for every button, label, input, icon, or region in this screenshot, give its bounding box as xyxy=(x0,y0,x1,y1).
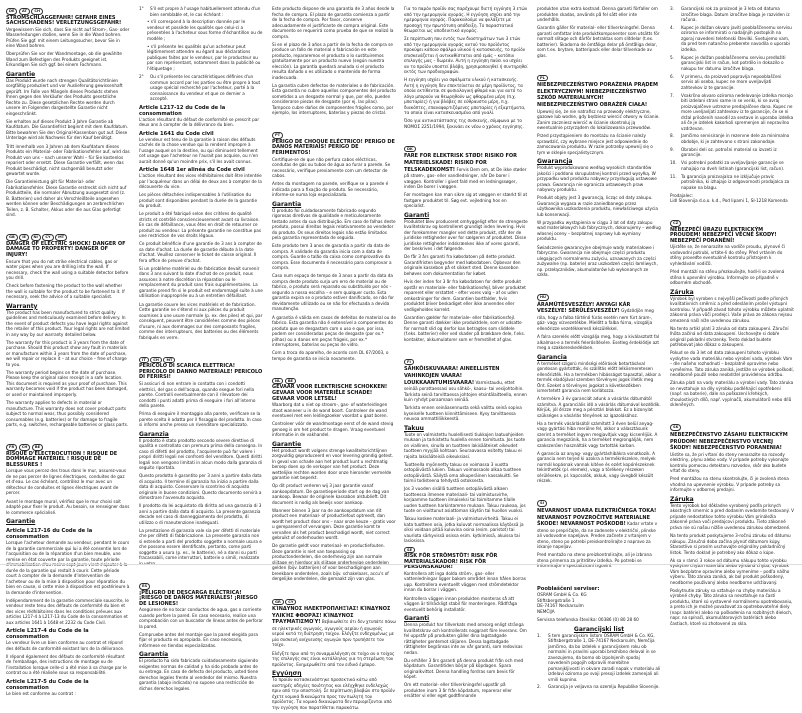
warning-heading: NEBEZPEČENSTVO ZÁSAHU ELEKTRICKÝM PRÚDOM! NEBEZPEČENSTVO VECNEJ ŠKODY! NEBEZPEČENSTVO PORANENIA! xyxy=(670,432,788,452)
country-code-badges xyxy=(537,75,661,82)
section-heading: Article L217-12 du Code de la consommation xyxy=(139,104,226,117)
paragraph: Takuu koskee materiaali- ja valmistusvirheitä. Takuu ei kata tuotteen osia, jotka kuluvat normaalissa käytössä ja siksi voidaan pitää kuluvina osina (esim. paristot) tai vauriota särkyvissä osissa esim. kytkimissä, akuissa tai lasiosissa. xyxy=(404,516,524,544)
country-code-badges xyxy=(670,424,794,431)
country-badge: NL xyxy=(272,378,283,385)
paragraph: Le vendeur est tenu de la garantie à raison des défauts cachés de la chose vendue qui la rendent impropre à l'usage auquel on la destine, ou qui diminuent tellement cet usage que l'acheteur ne l'aurait pas acquise, ou n'en aurait donné qu'un moindre prix, s'il les avait connus. xyxy=(139,136,258,164)
section-heading: Pooblaščeni serviser: xyxy=(537,586,600,593)
country-badge: SK xyxy=(670,424,681,431)
country-code-badges xyxy=(404,359,528,366)
country-badge: SI xyxy=(537,500,547,507)
bullet-item: • s'il correspond à la description donnée par le vendeur et possède les qualités que celui-ci a présentées à l'acheteur sous forme d'échantillon ou de modèle ; xyxy=(147,19,263,41)
warning-heading: NIEBEZPIECZEŃSTWO PORAŻENIA PRĄDEM ELEKTRYCZNYM! NIEBEZPIECZEŃSTWO SZKÓD MATERIALNYCH! NIEBEZPIECZEŃSTWO OBRAŻEŃ CIAŁA! xyxy=(537,82,658,109)
item-text: Vsi potrebni podatki za uveljavljanje garancije se nahajajo na dveh listinah (garancijski list, račun). xyxy=(681,160,785,171)
paragraph: W przypadku wystąpienia w ciągu 3 lat od daty zakupu wad materiałowych lub fabrycznych, dokonujemy – według własnej oceny – bezpłatnej naprawy lub wymiany produktu. xyxy=(537,219,661,242)
warning-paragraph xyxy=(537,302,661,332)
numbered-item xyxy=(537,684,661,690)
paragraph: Σε περίπτωση που εντός των διαστημάτων των 3 ετών από την ημερομηνία αγοράς αυτού του προϊόντος προκύψει κάποιο σφάλμα υλικού ή κατασκευής, το προϊόν επισκευάζεται ή αντικαθίσταται από εμάς – κατόπιν επιλογής μας – δωρεάν. Αυτή η εγγύηση παύει να ισχύει αν το προϊόν υποστεί βλάβη, χρησιμοποιηθεί ή συντηρηθεί εκτός των προδιαγραφών. xyxy=(404,36,528,75)
address-block: OSRAM GmbH & Co. KG Stiftsbergstraße 1 DE-74167 Neckarsulm NEMČIJA xyxy=(537,592,587,614)
paragraph: L'action résultant du défaut de conformité se prescrit par deux ans à compter de la délivrance du bien. xyxy=(139,116,260,128)
country-badge: HU xyxy=(537,294,549,301)
country-code-badges xyxy=(272,378,396,385)
warning-paragraph xyxy=(404,366,528,402)
paragraph: Tento výrobok bol dôkladne vyrobený podľa prísnych akostných smerníc a pred dodaním svedomite testovaný. V prípade nedostatkov tohto výrobku Vám prináležia zákonné práva voči predajcovi produktu. Tieto zákonné práva nie sú našou nižšie uvedenou zárukou obmedzené. xyxy=(670,502,794,530)
numbered-item xyxy=(670,55,794,72)
country-code-badges xyxy=(272,599,396,606)
paragraph: Sie erhalten auf dieses Produkt 3 Jahre Garantie ab Kaufdatum. Die Garantiefrist beginnt mit dem Kaufdatum. Bitte bewahren Sie den Original-Kassenbon gut auf. Diese Unterlage wird als Nachweis für den Kauf benötigt. xyxy=(6,118,129,141)
country-badge: IE xyxy=(19,234,29,241)
item-number: 2° xyxy=(139,74,144,80)
paragraph: The warranty applies to defects in material or manufacture. This warranty does not cover product parts subject to normal wear, thus possibly considered consumables (e.g. batteries) or for damage to fragile parts, e.g. switches, rechargeable batteries or glass parts. xyxy=(6,400,129,427)
paragraph: Controleer vóór de wandmontage eerst of de wand stevig genoeg is om het product te dragen. Vraag eventueel informatie in de vakhandel. xyxy=(272,421,394,438)
item-text: Kupec je dolžan okvaro javiti pooblaščenemu servisu oziroma se informirati o nadaljnjih postopkih na zgoraj navedeni telefonski številki. Svetujemo vam, da pred tem natančno preberete navodila o uporabi izdelka. xyxy=(681,24,792,52)
country-code-badges xyxy=(6,444,130,451)
spacer xyxy=(537,571,661,583)
paragraph: The product has been manufactured to strict quality guidelines and meticulously examined before delivery. In the event of product defects you have legal rights against the retailer of this product. Your legal rights are not limited in any way by our warranty detailed below. xyxy=(6,309,130,337)
section-title: Garancijski list xyxy=(573,625,625,633)
numbered-item xyxy=(670,6,794,23)
warning-heading: ÁRAMÜTÉSVESZÉLY! ANYAGI KÁR VESZÉLYE! SÉRÜLÉSVESZÉLY! xyxy=(537,301,631,315)
item-text: Garancijski rok za proizvod je 3 leta od datuma izročitve blaga. Datum izročitve blaga je razviden iz računa. xyxy=(681,6,790,22)
paragraph: A garantia é válida em casos de defeitos de material ou de fabrico. Esta garantia não é extensível a componentes do produto que se desgastam com o uso e que, por isso, podem ser consideradas peças de desgaste (por ex.* pilhas) ou a danos em peças frágeis, por ex.* interruptores, baterias ou peças de vidro. xyxy=(272,314,396,348)
paragraph: Για το παρόν προϊόν σας παρέχουμε διετή εγγύηση 3 ετών από την ημερομηνία αγοράς. Η εγγύηση ισχύει από την ημερομηνία αγοράς. Παρακαλούμε να φυλάξετε με προσοχή την πρωτότυπη απόδειξη. Το παραστατικό θεωρείται ως αποδεικτικό αγοράς. xyxy=(404,6,528,33)
country-code-badges xyxy=(6,234,130,241)
paragraph: Hvis der inden for 3 år fra købsdatoen for dette produkt opstår en materiale- eller fabrikationsfejl, bliver produktet repareret eller erstattet – efter vores valg – af os uden omkostninger for dem. Garantien bortfalder, hvis produktet bliver beskadiget eller ikke anvendes eller vedligeholdes korrekt. xyxy=(404,279,526,312)
item-number: 5. xyxy=(670,54,674,60)
item-number: 11. xyxy=(670,173,677,179)
text-column xyxy=(670,6,794,629)
paragraph-text: Forvis Dem om, at De ikke støder på strøm-, gas- eller vandledninger, når De borer i væggen. Kontroller i givet fald med en ledningssøger, inden De borer i væggen. xyxy=(404,166,527,190)
item-number: 1° xyxy=(139,6,144,11)
country-badge: CH xyxy=(150,357,162,364)
warning-heading: DANGER OF ELECTRIC SHOCK! DANGER OF DAMAGE TO PROPERTY! DANGER OF INJURY! xyxy=(6,240,126,259)
paragraph: Lorsque l'acheteur demande au vendeur, pendant le cours de la garantie commerciale qui lui a été consentie lors de l'acquisition ou de la réparation d'un bien meuble, une remise en état couverte par la garantie, toute période d'immobilisation d'au moins sept jours vient s'ajouter à la durée de la garantie qui restait à courir. Cette période court à compter de la demande d'intervention de l'acheteur ou de la mise à disposition pour réparation du bien en cause, si cette mise à disposition est postérieure à la demande d'intervention. xyxy=(6,540,130,595)
paragraph-text: Varmistaudu, ettet seinää porattaessasi osu sähkö-, kaasu- tai vesijohtoihin. Tarkista seinä tarvittaessa johtojen etsintälaitteella, ennen kuin ryhdyt poraamaan seinää. xyxy=(404,379,527,403)
country-badge: NI xyxy=(31,234,41,241)
text-column xyxy=(404,6,528,701)
section-title: Gwarancja xyxy=(537,158,573,166)
warning-paragraph xyxy=(272,606,396,648)
paragraph: produkten utan extra kostnad. Denna garanti förfaller om produkten skadas, används på fel sätt eller inte underhålls. xyxy=(537,6,658,22)
paragraph: La garantía cubre defectos de materiales o de fabricación. Esta garantía no cubre aquellos componentes del producto sometidos a un desgaste normal y que, por ello, pueden considerarse piezas de desgaste (por ej. las pilas). Tampoco cubre daños de componentes frágiles como, por ejemplo, los interruptores, baterías y piezas de cristal. xyxy=(272,82,396,116)
country-badge: FR xyxy=(6,444,17,451)
item-text: Kupec je dolžan pooblaščenemu servisu predložiti garancijski list in račun, kot potrdilo in dokazilo o nakupu ter datumu izročitve blaga. xyxy=(681,54,786,71)
paragraph: Prima di eseguire il montaggio alla parete, verificare se la parete scelta è adatta per il fissaggio del prodotto. In caso si informi anche presso un rivenditore specializzato. xyxy=(139,411,262,428)
warning-heading: ΚΊΝΔΥΝΟΣ ΗΛΕΚΤΡΟΠΛΗΞΊΑΣ! ΚΊΝΔΥΝΟΣ ΥΛΙΚΉΣ ΦΘΟΡΆΣ! ΚΊΝΔΥΝΟΣ ΤΡΑΥΜΑΤΙΣΜΟΎ! xyxy=(272,606,391,626)
paragraph: El producto ha sido fabricado cuidadosamente siguiendo exigentes normas de calidad y ha sido probado antes de su entrega. En caso de defecto del producto, usted tiene derechos legales frente al vendedor del mismo. Nuestra garantía (abajo indicada) no supone una restricción de dichos derechos legales. xyxy=(139,658,259,691)
paragraph: Tuote on valmistettu huolellisesti tiukkojen laatuohjeiden mukaan ja tarkistettu huolella ennen toimitusta. Jos tuote on viallinen, sinulla on tuotteen lakisääteiset oikeudet tuotteen myyjää kohtaan. Seuraavassa esitetty takuu ei rajoita lakisääteisiä oikeuksiasi. xyxy=(404,431,526,459)
country-badge: ES xyxy=(139,583,150,590)
section-heading: Article 1648 1er alinéa du Code civil xyxy=(139,167,245,174)
warning-paragraph xyxy=(404,153,528,189)
paragraph: Tritt innerhalb von 3 Jahren ab dem Kaufdatum dieses Produkts ein Material- oder Fabrikationsfehler auf, wird das Produkt von uns – nach unserer Wahl – für Sie kostenlos repariert oder ersetzt. Diese Garantie verfällt, wenn das Produkt beschädigt, nicht sachgemäß benutzt oder gewartet wurde. xyxy=(6,143,130,177)
paragraph: Jos 3 vuoden sisällä tuotteen ostopäivästä alkaen tuotteessa ilmenee materiaali- tai valmistusvirhe, korjaamme tuotteen ilmaiseksi tai toimitamme tilalle uuden tuotteen harkintamme mukaan. Takuu raukeaa, jos tuote on vioittunut asiattoman käytön tai huollon vuoksi. xyxy=(404,486,526,514)
paragraph-text: Upewnij się, że nie natrafisz na przewody elektryczne, gazowe lub wodne, gdy będziesz wiercić otwory w ścianie. Zanim zaczniesz wiercić w ścianie skontroluj ją ewentualnie przyrządem do lokalizowania przewodów. xyxy=(537,108,660,131)
paragraph: Pokud se do 3 let od data zakoupení tohoto výrobku vyskytne vada materiálu nebo výrobní vada, výrobek Vám – dle našeho rozhodnutí – bezplatně opravíme nebo vyměníme. Tato záruka zaniká, jestliže se výrobek poškodí, neodborně použil nebo neobdržel pravidelnou údržbu. xyxy=(670,350,794,378)
country-badge: FI xyxy=(404,359,414,366)
spacer xyxy=(670,410,794,422)
item-number: 6. xyxy=(670,73,674,79)
paragraph: Com a troca do aparelho, de acordo com DL 67/2003, o tempo de garantia se inicia novamente. xyxy=(272,350,389,361)
country-badge: GB xyxy=(6,234,18,241)
country-badge: MT xyxy=(55,234,67,241)
paragraph: Kontrollera att inga dolda ström-, gas- eller vattenledningar ligger bakom området innan hålen borras upp. Kontrollera eventuellt väggen med strömdetektor innan du borrar i väggen. xyxy=(404,570,526,593)
address-block: Prodajalec: Lidl Slovenija d.o.o. k.d., Pod lipami 1, SI-1218 Komenda xyxy=(670,192,788,204)
text-column xyxy=(6,6,130,699)
section-title: Warranty xyxy=(6,302,38,310)
paragraph: Il prodotto da lei acquistato dà diritto ad una garanzia di 3 anni a partire dalla data di acquisto. La presente garanzia decade nel caso di danneggiamento del prodotto, di utilizzo o di manutenzione inadeguati. xyxy=(139,503,262,525)
spacer xyxy=(404,132,528,144)
paragraph: Servisna telefonska številka: 00386 (0) 80 28 60 xyxy=(537,617,639,623)
text-column xyxy=(272,6,396,713)
item-text: Garancija je veljavna na ozemlju Republike Slovenije. xyxy=(548,684,660,690)
spacer xyxy=(272,364,396,376)
item-number: 1. xyxy=(537,632,541,638)
paragraph: Tuotteella myönnetty takuu on voimassa 3 vuotta ostopäivästä lukien. Takuun voimassaolo alkaa tuotteen ostopäivästä. Säilytä oma alkuperäinen kassakuitti. Se toimii todisteena tehdystä ostoksesta. xyxy=(404,461,522,484)
paragraph: Przed przystąpieniem do montażu na ścianie należy sprawdzić, czy wybrane miejsce jest odpowiednie do zamocowania produktu. W razie potrzeby upewnij się o tym w sklepie specjalistycznym. xyxy=(537,133,653,155)
section-title: Takuu xyxy=(404,424,424,432)
warning-heading: PERICOLO DI SCARICA ELETTRICA! PERICOLO DI DANNO MATERIALE! PERICOLO DI FERIRSI! xyxy=(139,363,263,381)
spacer xyxy=(272,118,396,130)
text-column xyxy=(537,6,661,692)
paragraph: Tarkista ennen seinäasennusta sekä valittu seinä sopiva kyseiselle tuotteen kiinnittämiseen. Kysy tarvittaessa neuvoa ammattiliikkeestä. xyxy=(404,405,522,422)
paragraph: Záruka platí na vady materiálu a výrobní vady. Tato záruka se nevztahuje na díly výrobku podléhající opotřebení (např. na baterie), dále na poškození křehkých, choulostivých dílů, např. vypínačů, akumulátorů nebo dílů skleněných. xyxy=(670,380,794,408)
spacer xyxy=(139,569,263,581)
paragraph: Garantin gäller för material- eller tillverkningsfel. Denna garanti omfattar inte produktkomponenter som utsätts för normalt slitage och därför betraktas som slitdelar (t.ex. batterier). Skadorna de ömtåliga delar på ömtåliga delar, som t.ex. brytare, batteripack eller delar tillverkade av glas. xyxy=(537,25,660,58)
paragraph: Produkt objęty jest 3 gwarancją, licząc od daty zakupu. Gwarancja wygasa w razie zaniedbanego przez użytkownika uszkodzenia produktu, niewłaściwego użycia lub konserwacji. xyxy=(537,195,658,217)
country-badge: CY xyxy=(285,599,296,606)
paragraph: Caso num espaço de tempo de 3 anos a partir da data da compra deste produto surja um erro de material ou de fabrico, o produto será reparado ou substituído por nós – segundo a nossa escolha – e sem qualquer custo. Esta garantia expira se o produto estiver danificado, se não for devidamente utilizado ou se não for efectuada a devida manutenção. xyxy=(272,273,395,312)
paragraph: Před montáží na stěnu přezkoušejte, hodí-li se zvolená stěna k upevnění výrobku. Informujte se případně v odborném obchodě. xyxy=(670,269,785,286)
paragraph: O produto foi cuidadosamente fabricado segundo rigorosas diretivas de qualidade e meticulosamente testado antes da sua distribuição. Em caso de falhas deste produto, possui direitos legais relativamente ao vendedor do produto. Os seus direitos legais não estão limitados pela garantia representada de seguida. xyxy=(272,207,396,241)
warning-paragraph xyxy=(670,432,794,474)
paragraph: Überprüfen Sie vor der Wandmontage, ob die gewählte Wand zum Befestigen des Produkts geeignet ist. Erkundigen Sie sich ggf. bei einem Fachmann. xyxy=(6,51,122,68)
warning-heading: GEVAAR VOOR ELEKTRISCHE SCHOKKEN! GEVAAR VOOR MATERIËLE SCHADE! GEVAAR VOOR LETSEL! xyxy=(272,384,388,402)
country-code-badges xyxy=(139,583,263,590)
spacer xyxy=(6,220,130,232)
paragraph: Ce produit bénéficie d'une garantie de 3 ans à compter de sa date d'achat. La durée de garantie débute à la date d'achat. Veuillez conserver le ticket de caisse original. Il fera office de preuve d'achat. xyxy=(139,241,262,263)
paragraph: Si assicuri di non entrare in contatto con i condotti elettrici, del gas o dell'acqua, quando esegue fori nella parete. Controlli eventualmente con il rilevatore dei condotti i punti adatti prima di eseguire i fori all'interno della parete. xyxy=(139,381,256,409)
item-text: V primeru, da proizvod popravlja nepooblaščeni servis ali oseba, kupec ne more uveljavljati zahtevkov iz te garancije. xyxy=(681,73,782,90)
country-code-badges xyxy=(272,132,396,139)
numbered-item xyxy=(670,160,794,171)
numbered-item xyxy=(670,147,794,158)
paragraph: Il prodotto è stato prodotto secondo severe direttive di qualità e controllato con premura prima della consegna. In caso di difetti del prodotto, l'acquirente può far valere i propri diritti legali nei confronti del venditore. Questi diritti legali non vengono limitati in alcun modo dalla garanzia di seguito riportata. xyxy=(139,437,263,471)
paragraph: Om ett material- eller tillverkningsfel uppstår på produkten inom 3 år från köpdatum, reparerar eller ersätter vi eller eget godtfinnande xyxy=(404,682,512,699)
section-heading: Article L217-16 du Code de la consommation xyxy=(6,528,93,541)
paragraph: Før montagen kan man sikre sig at væggen er stærkt til at fastgøre produktet til. Søg evt. vejledning hos en specialist. xyxy=(404,192,528,209)
numbered-item xyxy=(139,74,263,102)
warning-heading: ¡PELIGRO DE DESCARGA ELÉCTRICA! ¡RIESGO DE DAÑOS MATERIALES! ¡RIESGO DE LESIONES! xyxy=(139,589,258,607)
numbered-item xyxy=(670,133,794,144)
warning-heading: NEVARNOST UDARA ELEKTRIČNEGA TOKA! NEVARNOST POVZROČITVE MATERIALNE ŠKODE! NEVARNOST POŠKODB! xyxy=(537,507,657,528)
paragraph: Le produit a été fabriqué selon des critères de qualité stricts et contrôlé consciencieusement avant sa livraison. En cas de défaillance, vous êtes en droit de retourner ce produit au vendeur. La présente garantie ne constitue pas une restriction de vos droits légaux. xyxy=(139,211,262,239)
section-heading: Article L217-4 du Code de la consommation xyxy=(6,628,89,641)
paragraph: Produkt wyprodukowano według wysokich standardów jakości i poddano skrupulatnej kontroli przed wysyłką. W przypadku wad produktu nabywcy przysługują ustawowe prawa. Gwarancja nie ogranicza ustawowych praw nabywcy produktu. xyxy=(537,165,657,193)
section-heading: Article 1641 du Code civil xyxy=(139,130,214,137)
paragraph: Ak sa v rámci 3 rokov od dátumu nákupu tohto výrobku vyskytne chyba materiálu alebo výrobná chyba, výrobok Vám bezplatne opravíme alebo vymeníme – podľa nášho výberu. Táto záruka zaniká, ak bol produkt poškodený, neodborne používaný alebo neodborne udržiavaný. xyxy=(670,557,790,585)
item-text: Obrabni deli oz. potrošni material so izvzeti iz garancije. xyxy=(681,146,777,158)
paragraph: Το προϊόν κατασκευάστηκε προσεκτικά κάτω από αυστηρές οδηγίες ποιότητας και ελέγχθηκε ενδελεχώς πριν από την αποστολή. Σε περίπτωση βλαβών στο προϊόν έχετε νομικά δικαιώματα προς τον πωλητή του προϊόντος. Τα νομικά δικαιώματα δεν περιορίζονται από την εγγύηση που παρατίθεται παρακάτω. xyxy=(272,677,395,710)
numbered-item xyxy=(670,174,794,191)
item-number: 2. xyxy=(537,684,541,690)
paragraph: Het product wordt volgens strenge kwaliteitsrichtlijnen zorgvuldig geproduceerd en voor levering grondig getest. In geval van schade aan het product kunt u rechtmatig beroep doen op de verkoper van het product. Deze wettelijke rechten worden door onze hieronder vermelde garantie niet beperkt. xyxy=(272,447,394,481)
numbered-item xyxy=(670,74,794,91)
paragraph: Pred montážou na stenu skontrolujte, či je zvolená stena vhodná na upevnenie výrobku. V prípade potreby sa informujte v odbornej predajni. xyxy=(670,476,789,493)
paragraph: Le bien est conforme au contrat : xyxy=(6,690,76,696)
paragraph: Produktet blev produceret omhyggeligt efter de strengeste kvalitetskrav og kontrolleret grundigt inden levering. Hvis der forekommer mangler ved dette produkt, står der de juridiske rettigheder over for sælgeren af produktet. Disse juridiske rettigheder indskrænkes ikke af vores garanti, der beskrives i det følgende. xyxy=(404,218,528,252)
paragraph: Ha a termék vásárlásától számított 3 éven belül anyag- vagy gyártási hiba merülne fel, akkor a választásunk szerint a terméket ingyen megjavítjuk vagy kicseréljük. A garancia megszűnik, ha a terméket megrongálják, nem szakszerűen használták vagy tartották karban. xyxy=(537,420,658,448)
paragraph: Ελέγξτε πριν από τη συναρμολόγηση σε τοίχο αν ο τοίχος της επιλογής σας είναι κατάλληλος για τη στερέωση του προϊόντος. Ενημερωθείτε από τον ειδικό έμπορο. xyxy=(272,650,395,667)
paragraph: Certifique-se de que não perfura cabos eléctricos, condutas de gás ou tubos de água ao furar a parede. Se necessário, verifique previamente com um detector de cabos. xyxy=(272,156,391,179)
paragraph: Questo prodotto è garantito per 3 anni a partire dalla data di acquisto. Il termine di garanzia ha inizio a partire dalla data di acquisto. Conservare lo scontrino di acquisto originale in buone condizioni. Questo documento servirà a dimostrare l'avvenuto acquisto. xyxy=(139,473,262,501)
country-badge: CY xyxy=(42,234,53,241)
section-title: Garantie xyxy=(6,518,36,526)
paragraph: The warranty for this product is 3 years from the date of purchase. Should this product show any fault in materials or manufacture within 3 years from the date of purchase, we will repair or replace it – at our choice – free of charge to you. xyxy=(6,339,127,367)
section-title: Garanti xyxy=(404,211,430,219)
paragraph: Na tento artikl platí 3 záruka od data zakoupení. Záruční lhůta začíná od data zakoupení. Uschovejte si dobře originál pokladní stvrzenky. Tento doklad budete potřebovat jako důkaz o zakoupení. xyxy=(670,325,789,348)
paragraph: Ensure that you do not strike electrical cables, gas or water pipes when you are drilling into the wall. If necessary, check the wall using a suitable detector before you drill. xyxy=(6,258,129,281)
paragraph: Na tento produkt poskytujeme 3-ročnú záruku od dátumu nákupu. Záručná doba začína plynúť dátumom kúpy. Starostlivo si prosím uschovajte originálny pokladničný lístok. Tento doklad je potrebný ako dôkaz o kúpe. xyxy=(670,533,791,555)
country-code-badges xyxy=(6,8,130,15)
paragraph: Il répond également des défauts de conformité résultant de l'emballage, des instructions de montage ou de l'installation lorsque celle-ci a été mise à sa charge par le contrat ou a été réalisée sous sa responsabilité. xyxy=(6,653,127,676)
country-badge: SE xyxy=(404,547,415,554)
spacer xyxy=(139,343,263,355)
paragraph: Lorsque vous percez des trous dans le mur, assurez-vous de ne pas percer de lignes électriques, conduites de gaz et d'eau. Le cas échéant, contrôlez le mur avec un détecteur de conduites et lignes électriques avant de percer. xyxy=(6,468,127,496)
paragraph: Výrobek byl vyroben s nejvyšší pečlivostí podle přísných kvalitativních směrnic a před odesláním prošel výstupní kontrolou. V případě závad tohoto výrobku můžete uplatnit zákonná práva vůči prodejci. Vaše práva ze zákona nejsou omezená naší níže uvedenou zárukou. xyxy=(670,295,794,323)
paragraph: De garantie geldt voor materiaal- en productiefouten. Deze garantie is niet van toepassing op productonderdelen, die onderhevig zijn aan normale slijtage en hierdoor als slijtage onderhevige onderdelen gelden (bijv. batterijen) of voor beschadigingen aan breekbare onderdelen, zoals bijv. schakelaars, accu's of dergelijke onderdelen, die gemaakt zijn van glas. xyxy=(272,543,389,582)
item-text: Vsakršno okvaro oziroma nedelovanje izdelka morajo biti izdelani strani same in se veriki, ki se avraj proizvajalčeve ustrezne predajalčeve dana. Kupec ne more uveljavljati zahtevkov iz te garancije, če se ni držal priloženih navodil za sestavo in uporabo izdelka ali če je izdelek kakorkoli spremenjen ali nepravilno vzdrževan. xyxy=(681,92,794,131)
item-text: Ou s'il présente les caractéristiques définies d'un commun accord par les parties ou être propre à tout usage spécial recherché par l'acheteur, porté à la connaissance du vendeur et que ce dernier a accepté. xyxy=(150,74,261,102)
country-code-badges xyxy=(537,294,661,301)
paragraph: Όσο για αντικατάστασης της συσκευής, σύμφωνα με το ΝΟΜΟΣ 2251/1994, ξεκινάει εκ νέου ο χρόνος εγγύησης. xyxy=(404,118,524,129)
country-badge: CH xyxy=(19,444,31,451)
spacer xyxy=(537,486,661,498)
paragraph: Waarborg dat u niet op stroom-, gas- of waterleidingen stoot wanneer u in de wand boort. Controleer de wand eventueel met een leidingzoeker voordat u gaat boren. xyxy=(272,402,388,419)
section-title: Garancia xyxy=(537,353,567,361)
paragraph: Este producto dispone de una garantía de 3 años desde la fecha de compra. El plazo de garantía comienza a partir de la fecha de compra. Por favor, conserve adecuadamente el justificante de compra original. Este documento se requerirá como prueba de que se realizó la compra. xyxy=(272,6,395,39)
country-code-badges xyxy=(670,220,794,227)
country-badge: CH xyxy=(31,8,43,15)
page-bottom-rule xyxy=(0,564,802,565)
country-badge: MT xyxy=(163,357,175,364)
item-text: S'il est propre à l'usage habituellement attendu d'un bien semblable et, le cas échéant : xyxy=(150,6,261,17)
section-title: Garantía xyxy=(139,651,169,659)
warning-heading: PERIGO DE CHOQUE ELÉCTRICO! PERIGO DE DANOS MATERIAIS! PERIGO DE FERIMENTOS! xyxy=(272,138,395,157)
paragraph: Das Produkt wurde nach strengen Qualitätsrichtlinien sorgfältig produziert und vor Auslieferung gewissenhaft geprüft. Im Falle von Mängeln dieses Produkts stehen Ihnen gegen den Verkäufer des Produkts gesetzliche Rechte zu. Diese gesetzlichen Rechte werden durch unsere im Folgenden dargestellte Garantie nicht eingeschränkt. xyxy=(6,77,123,116)
item-text: Ta garancija proizvajalca ne izključuje pravic potrošnika, ki izhajajo iz odgovornosti prodajalca za napake na blagu. xyxy=(681,173,790,190)
warning-paragraph xyxy=(537,82,661,130)
warning-heading: SÄHKÖISKUVAARA! AINEELLISTEN VAHINKOJEN VAARA! LOUKKAANTUMISVAARA! xyxy=(404,366,500,386)
paragraph: Vergewissern Sie sich, dass Sie nicht auf Strom-, Gas- oder Wasserleitungen stoßen, wenn Sie in die Wand bohren. Prüfen Sie ggf. mit einem Leitungssucher, bevor Sie in eine Wand bohren. xyxy=(6,26,130,49)
paragraph: A termékre 3 év garanciát adunk a vásárlás dátumától számítva. A garanciális idő a vásárlás dátumával kezdődik. Kérjük, jól őrizze meg a pénztári blokkot. Ez a bizonylat szükséges a vásárlás tényének az igazolásához. xyxy=(537,396,661,418)
paragraph: Antes da montagem na parede, verifique se a parede é indicada para a fixação do produto. Se necessário, informe-se numa loja especializada. xyxy=(272,181,389,198)
country-code-badges xyxy=(537,500,661,507)
paragraph: Świadczenie gwarancyjne obejmuje wady materiałowe i fabryczne. Gwarancja nie obejmuje części produktu ulegających normalnemu zużyciu, uznawanych za części zużywalne (np. baterie) oraz uszkodzeń części łamliwych, np. przełączników, akumulatorów lub wykonanych ze szkła. xyxy=(537,244,658,278)
paragraph: De får 3 års garanti fra købsdatoen på dette produkt. Garantifristen begynder med købsdatoen. Opbevar den originale kassebon på et sikkert sted. Denne kassebon behøves som dokumentation for købet. xyxy=(404,254,521,276)
warning-heading: FARE FOR ELEKTRISK STØD! RISIKO FOR MATERIELSKADE! RISIKO FOR TELSKADEKOMST! xyxy=(404,153,517,173)
paragraph: Si un problème matériel ou de fabrication devait survenir dans 3 ans suivant la date d'achat de ce produit, nous assurons à notre discrétion la réparation ou le remplacement du produit sans frais supplémentaires. La garantie prend fin si le produit est endommagé suite à une utilisation inappropriée ou à un entretien défaillant. xyxy=(139,265,263,299)
spacer xyxy=(272,585,396,597)
paragraph: Ujistěte se, že nenarazíte na vodiče proudu, plynové či vodovodní potrubí, vrtáte-li do stěny. Před vrtáním do stěny proveďte eventuálně kontrolu přístrojem k vyhledávání vodičů. xyxy=(670,244,785,266)
spacer xyxy=(537,61,661,73)
paragraph: A garancia az anyag- vagy gyártáshibákra vonatkozik. A garancia nem terjed ki azokra a termékrészekre, melyek normál kopásnak vannak kitéve és ezért kopórészeknek tekinthetők (pl. elemek), vagy a törékeny részeken sérülésekre, pl. kapcsolók, akkuk, vagy üvegből készült részek. xyxy=(537,450,656,484)
paragraph: L'action résultant des vices rédhibitoires doit être intentée par l'acquéreur dans un délai de deux ans à compter de la découverte du vice. xyxy=(139,173,262,190)
spacer xyxy=(670,206,794,218)
item-text: S tem garancijskim listom OSRAM GmbH & Co. KG, Stiftsbergstraße 1, DE-74167 Neckarsulm, Nemčija jamčimo, da bo izdelek v garancijskem roku ob normalni in pravilni uporabi brezhibno deloval in se zavezujemo, da bomo ob izpolnjenih spodaj navedenih pogojih odpravili morebitne pomanjkljivosti in okvare zaradi napak v materialu ali izdelavi oziroma po svoji presoji izdelek zamenjali ali vrnili kupnino. xyxy=(548,632,661,682)
paragraph: Die Garantieleistung gilt für Material- oder Fabrikationsfehler. Diese Garantie erstreckt sich nicht auf Produktteile, die normaler Abnutzung ausgesetzt sind (z. B. Batterien) und daher als Verschleißteile angesehen werden können oder Beschädigungen an zerbrechlichen Teilen, z. B. Schalter, Akkus oder die aus Glas gefertigt sind. xyxy=(6,179,127,218)
paragraph: La garantie couvre les vices matériels et de fabrication. Cette garantie ne s'étend ni aux pièces du produit soumises à une usure normale (p. ex. des piles) et qui, par conséquent, peuvent être considérées comme des pièces d'usure, ni aux dommages sur des composants fragiles, comme des interrupteurs, des batteries ou des éléments fabriqués en verre. xyxy=(139,301,263,340)
item-number: 7. xyxy=(670,92,674,98)
section-title: Záruka xyxy=(670,288,694,296)
section-title: Εγγύηση xyxy=(272,670,302,678)
paragraph: Denna produkt har tillverkats med omsorg enligt stränga kvalitetskrav och kontrollerats noggrant före leverans. Om fel uppstår på produkten gäller dina lagstadgade rättigheter gentemot säljaren. Dessa lagstadgade rättigheter begränsas inte av vår garanti, som redovisas nedan. xyxy=(404,622,527,655)
country-code-badges xyxy=(404,146,528,153)
country-badge: AT xyxy=(19,8,30,15)
paragraph: Op dit product verleren wij 3 jaar garantie vanaf aankoopdatum. De garantieperiode start op de dag van aankoop. Bewaar de originele kassabon alstublieft. Dit document is nodig als bewijs voor aankoop. xyxy=(272,483,390,505)
country-badge: IT xyxy=(139,357,149,364)
section-heading: Article L217-5 du Code de la consommation xyxy=(6,678,89,691)
paragraph: Pred montažo na steno preizkontrolirajte, ali je izbrana stena primerna za pritrditev izdelka. Po potrebi se informirajte v specializirani trgovini. xyxy=(537,552,652,569)
country-code-badges xyxy=(139,357,263,364)
paragraph: Poskytnutie záruky sa vzťahuje na chyby materiálu a výrobné chyby. Táto záruka sa nevzťahuje na časti produktu, ktoré sú vystavené normálnemu opotrebovaniu, a preto ich je možné považovať za opotrebovateľné diely (napr. batérie) alebo na poškodenia na rozbitných dieloch, napr. na spínači, akumulátorových batériách alebo častiach, ktoré sú zhotovené zo skla. xyxy=(670,587,793,626)
numbered-item xyxy=(670,25,794,53)
paragraph: Avant le montage mural, vérifiez que le mur choisi soit adapté pour fixer le produit. Au besoin, se renseigner dans le commerce spécialisé. xyxy=(6,498,130,515)
warning-heading: RISQUE D'ÉLECTROCUTION ! RISQUE DE DOMMAGE MATÉRIEL ! RISQUE DE BLESSURES ! xyxy=(6,450,118,468)
country-badge: PL xyxy=(537,75,548,82)
spacer xyxy=(537,280,661,292)
item-number: 4. xyxy=(670,24,674,30)
paragraph: Este produto tem 3 anos de garantia a partir da data de compra. A validade da garantia inicia com a data de compra. Guarde o talão da caixa como comprovativo da compra. Esse documento é necessário para comprovar a compra. xyxy=(272,243,392,271)
warning-paragraph xyxy=(537,508,661,550)
paragraph: Η εγγύηση ισχύει για σφάλματα υλικού ή κατασκευής. Αυτή η εγγύηση δεν επεκτείνεται σε μέρη προϊόντος, τα οποία εκτίθενται σε φυσιολογική φθορά και για αυτό το λόγο μπορούν να θεωρηθούν ως φθαρμένα μέρη (π.χ. μπαταρίες) ή για βλάβες σε εύθραυστα μέρη, π.χ. διακόπτες, επαναφορτιζόμενες μπαταρίες ή εξαρτήματα, τα οποία είναι κατασκευασμένα από γυαλί. xyxy=(404,77,526,116)
paragraph: Du erhåller 3 års garanti på denna produkt från och med köpdatum. Garantitiden börjar på köpdagen. Spara originalkvittot. Denna handling fordras som bevis för köpet. xyxy=(404,657,524,680)
spacer xyxy=(404,345,528,357)
item-text: Jamčimo servisiranje in rezervne dele za minimalno obdobje, ki je zahtevano s strani zakonodaje. xyxy=(681,133,790,144)
section-title: Garanti xyxy=(404,615,430,623)
paragraph: A terméket szigorú minőségi előírások betartásával gondosan gyártották, és szállítás előtt lelkiismeretesen ellenőrizték. Ha a termékben hibásságot tapasztal, akkor a termék eladójával szemben törvényes jogok illetik meg Önt. Ezeket a törvényes jogokat a következőkben ismertetett garancia nem korlátozza. xyxy=(537,360,661,393)
paragraph: Wanneer binnen 3 jaar na de aankoopdatum van dit product een materiaal- of productiefout optreedt, dan wordt het product door ons – naar onze keuze – gratis voor u gerepareerd of vervangen. Deze garantie komt te vervallen als het product beschadigd wordt, niet correct gebruikt of onderhouden wordt. xyxy=(272,507,396,541)
item-number: 9. xyxy=(670,146,674,152)
paragraph-text: Uistite sa, že pri vŕtaní do steny nenarazíte na rozvody elektriny, plynu alebo vody. V prípade potreby vykonajte kontrolu pomocou detektoru rozvodov, skôr ako budete vŕtať do steny. xyxy=(670,451,789,474)
spacer xyxy=(6,430,130,442)
section-title: Garanzia xyxy=(139,430,169,438)
country-badge: BE xyxy=(285,378,296,385)
paragraph: Le vendeur livre un bien conforme au contrat et répond des défauts de conformité existant lors de la délivrance. xyxy=(6,640,125,651)
paragraph: Asegúrese de no tocar conductos de agua, gas o corriente cuando perfore la pared. En caso necesario, realice una comprobación con un buscador de líneas antes de perforar la pared. xyxy=(139,607,263,629)
paragraph: Compruebe antes del montaje que la pared elegida para fijar el producto es apropiada. En caso necesario, infórmese en tiendas especializadas. xyxy=(139,631,258,648)
warning-heading: STROMSCHLAGGEFAHR! GEFAHR EINES SACHSCHADENS! VERLETZUNGSGEFAHR! xyxy=(6,14,122,27)
numbered-item xyxy=(537,633,661,683)
country-badge: PT xyxy=(272,132,283,139)
item-number: 10. xyxy=(670,160,677,166)
section-title: Garantie xyxy=(272,440,302,448)
paragraph: Garantien gælder for materiale- eller fabrikationsfejl. Denne garanti dækker ikke produktdele, som er udsatte for normalt slid og derfor kan betragtes som sliddele (f.eks. batterier) eller ved skader på brækbare dele, f.eks. kontakter, akkumulatorer som er fremstillet af glas. xyxy=(404,314,526,342)
warning-heading: NEBEZPEČÍ ÚRAZU ELEKTRICKÝM PROUDEM! NEBEZPEČÍ VĚCNÉ ŠKODY! NEBEZPEČÍ PORANĚNÍ! xyxy=(670,226,777,244)
paragraph: Check before fastening the product to the wall whether the wall is suitable for the product to be fastened to it. If necessary, seek the advice of a suitable specialist. xyxy=(6,283,125,300)
paragraph: Kontrollera väggen innan produkten monteras så att väggen är tillräckligt stabil för monteringen. Rådfråga eventuellt behörig installatör. xyxy=(404,595,518,612)
paragraph: Si en el plazo de 3 años a partir de la fecha de compra se produce un fallo de material o fabricación en este producto, repararemos el producto o lo sustituiremos gratuitamente por un producto nuevo (según nuestra elección). La garantía quedará anulada si el producto resulta dañado o es utilizado o mantenido de forma inadecuada. xyxy=(272,41,393,80)
paragraph-text: Βεβαιωθείτε ότι δεν χτυπάτε πάνω σε ηλεκτρικές αγωγούς, αγωγούς αερίου ή αγωγούς νερού κατά τη διάτρηση τοίχου. Ελέγξτε ενδεχομένως με μία συσκευή ανίχνευσης αγωγών πριν τρυπήσετε τον τοίχο. xyxy=(272,619,396,648)
paragraph: Les pièces détachées indispensables à l'utilisation du produit sont disponibles pendant la durée de la garantie du produit. xyxy=(139,192,258,209)
section-title: Garantia xyxy=(272,200,302,208)
item-number: 8. xyxy=(670,133,674,139)
country-badge: BE xyxy=(32,444,43,451)
numbered-item xyxy=(139,6,263,17)
paragraph-text: Kadar vrtate v steno se prepričajte, da ne zadenete v električni, plinske ali vodovodne napeljave. Preden začnete z vrtanjem v steno, steno po potrebi preiskontrolirajte z napravo za iskanje napeljav. xyxy=(537,521,658,550)
paragraph: La prestazione di garanzia vale sia per difetti di materiale che per difetti di fabbricazione. La presente garanzia non si estende a parti del prodotto soggette a normale usura e che possono essere identificate, pertanto, come parti soggette a usura (p. es., le batterie), né a danni su parti fracassabili, come interruttori, batterie o simili, realizzate in vetro. xyxy=(139,527,262,566)
item-number: 3. xyxy=(670,6,674,11)
text-column xyxy=(139,6,263,694)
country-badge: GR xyxy=(272,599,284,606)
country-badge: CZ xyxy=(670,220,681,227)
section-title: Garantie xyxy=(6,70,36,78)
country-badge: DE xyxy=(6,8,17,15)
paragraph: A falra szerelés előtt vizsgálja meg, hogy a kiválasztott fal alkalmas-e a termék felerősítésére. Esetleg érdeklődje azt meg a szakkereskedésben. xyxy=(537,334,660,350)
numbered-item xyxy=(670,93,794,132)
section-title: Záruka xyxy=(670,495,694,503)
country-badge: DK xyxy=(404,146,416,153)
paragraph: The warranty period begins on the date of purchase. Please keep the original sales receipt in a safe location. This document is required as your proof of purchase. This warranty becomes void if the product has been damaged, or used or maintained improperly. xyxy=(6,369,128,397)
paragraph: Indépendamment de la garantie commerciale souscrite, le vendeur reste tenu des défauts de conformité du bien et des vices rédhibitoires dans les conditions prévues aux articles L217-4 à L217-13 du Code de la consommation et aux articles 1641 à 1648 et 2232 du Code Civil. xyxy=(6,597,129,625)
bullet-item: • s'il présente les qualités qu'un acheteur peut légitimement attendre eu égard aux déclarations publiques faites par le vendeur, par le producteur ou par son représentant, notamment dans la publicité ou l'étiquetage ; xyxy=(147,43,261,71)
warning-heading: RISK FÖR STRÖMSTÖT! RISK FÖR MATERIALSKADOR! RISK FÖR PERSONSKADOR! xyxy=(404,553,498,571)
paragraph-text: Győződjön meg róla, hogy a falba történő fúrás esetén nem fúrt áram-, gáz- vagy vízvezetékbe. Mielőtt a falba fúrna, vizsgálja ellenőrizze vezetékkereső készülékkel. xyxy=(537,308,654,331)
